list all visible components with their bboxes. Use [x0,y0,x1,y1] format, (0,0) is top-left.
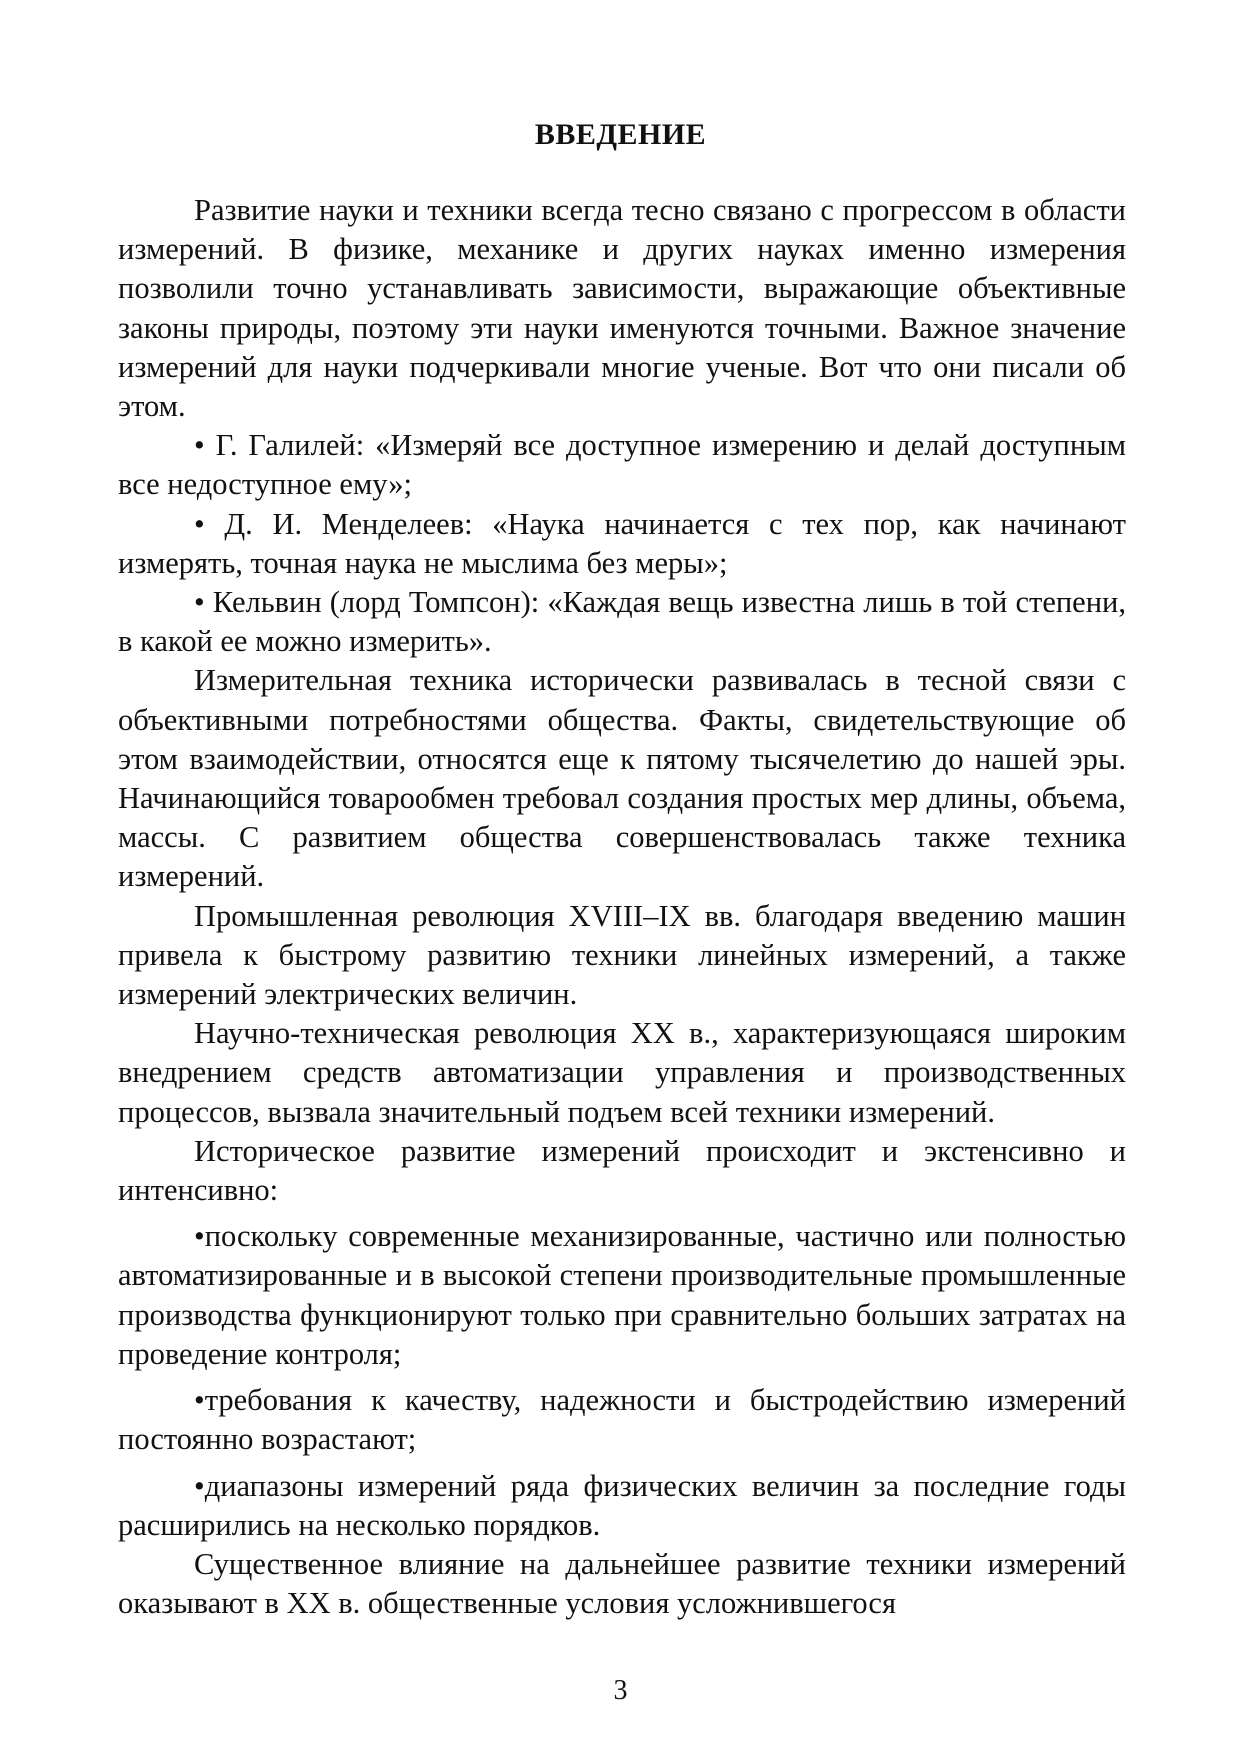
quote-item-galilei: • Г. Галилей: «Измеряй все доступное измерению и делай доступным все недоступное ему»; [118,426,1126,504]
paragraph-intro: Развитие науки и техники всегда тесно связано с прогрессом в области измерений. В физике, механике и других науках именно измерения позволили точно устанавливать зависимости, выражающие объективные законы природы, поэтому эти науки именуются точными. Важное значение измерений для науки подчеркивали многие ученые. Вот что они писали об этом. [118,193,1126,424]
paragraph-conditions: Существенное влияние на дальнейшее развитие техники измерений оказывают в XX в. общественные условия усложнившегося [118,1546,1126,1621]
page-title: ВВЕДЕНИЕ [534,118,707,151]
list-item-production: • поскольку современные механизированные, частично или полностью автоматизированные и в высокой степени производительные промышленные производства функционируют только при сравнительно больших затратах на проведение контроля; [118,1217,1126,1374]
quote-item-kelvin: • Кельвин (лорд Томпсон): «Каждая вещь известна лишь в той степени, в какой ее можно измерить». [118,583,1126,661]
paragraph-industrial-revolution: Промышленная революция XVIII–IX вв. благодаря введению машин привела к быстрому развитию техники линейных измерений, а также измерений электрических величин. [118,898,1126,1012]
paragraph-scientific-revolution: Научно-техническая революция XX в., характеризующаяся широким внедрением средств автоматизации управления и производственных процессов, вызвала значительный подъем всей техники измерений. [118,1016,1126,1129]
document-body [118,191,1126,1623]
list-item-requirements: • требования к качеству, надежности и быстродействию измерений постоянно возрастают; [118,1381,1126,1459]
paragraph-history: Измерительная техника исторически развивалась в тесной связи с объективными потребностями общества. Факты, свидетельствующие об этом взаимодействии, относятся еще к пятому тысячелетию до нашей эры. Начинающийся товарообмен требовал создания простых мер длины, объема, массы. С развитием общества совершенствовалась также техника измерений. [118,663,1126,894]
quote-item-mendeleev: • Д. И. Менделеев: «Наука начинается с тех пор, как начинают измерять, точная наука не мыслима без меры»; [118,505,1126,583]
page-number: 3 [613,1675,628,1706]
list-item-ranges: • диапазоны измерений ряда физических величин за последние годы расширились на несколько порядков. [118,1467,1126,1545]
paragraph-development: Историческое развитие измерений происходит и экстенсивно и интенсивно: [118,1133,1126,1208]
